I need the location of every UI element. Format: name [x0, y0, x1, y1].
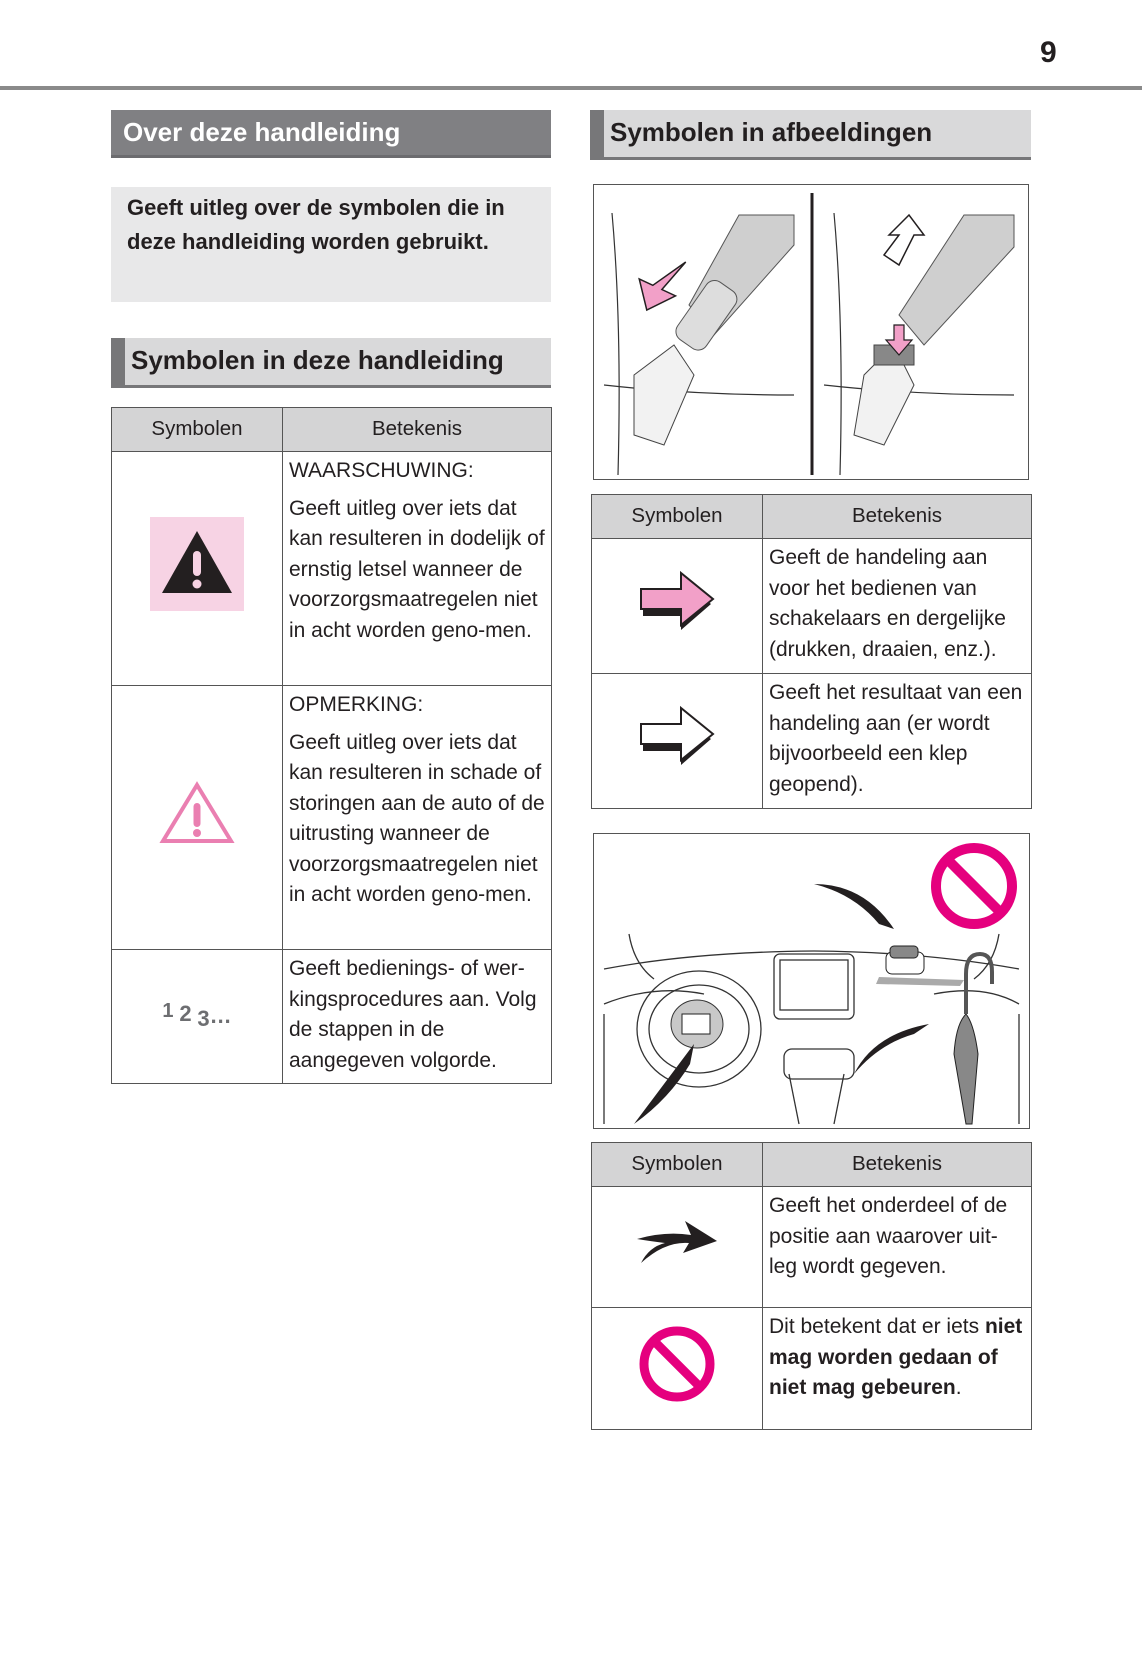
- meaning-cell: Geeft het onderdeel of de positie aan waarover uit-leg wordt gegeven.: [763, 1187, 1032, 1308]
- subsection-title: Symbolen in deze handleiding: [111, 338, 551, 388]
- table-header-row: [112, 408, 552, 452]
- column-header-meaning: Betekenis: [283, 408, 552, 452]
- illustration-arrows-table: [591, 494, 1032, 809]
- column-header-meaning: Betekenis: [763, 495, 1032, 539]
- symbol-cell: [112, 452, 283, 686]
- column-header-symbols: Symbolen: [592, 1143, 763, 1187]
- prohibited-text-bold: niet mag worden gedaan of niet mag gebeuren: [769, 1315, 1023, 1399]
- step-ellipsis: …: [209, 1002, 232, 1028]
- section-title-illustrations: Symbolen in afbeeldingen: [590, 110, 1031, 160]
- pink-action-arrow-icon: [637, 569, 717, 633]
- meaning-cell: Geeft het resultaat van een handeling aan (er wordt bijvoorbeeld een klep geopend).: [763, 674, 1032, 809]
- symbol-cell: [592, 539, 763, 674]
- prohibited-text-end: .: [955, 1376, 962, 1399]
- table-header-row: [592, 495, 1032, 539]
- table-row: [112, 950, 552, 1084]
- meaning-cell: Geeft bedienings- of wer-kingsprocedures aan. Volg de stappen in de aangegeven volgorde.: [283, 950, 552, 1084]
- table-header-row: [592, 1143, 1032, 1187]
- column-header-symbols: Symbolen: [592, 495, 763, 539]
- symbol-cell: [592, 1308, 763, 1430]
- meaning-cell: Geeft de handeling aan voor het bedienen van schakelaars en dergelijke (drukken, draaien, enz.).: [763, 539, 1032, 674]
- column-header-meaning: Betekenis: [763, 1143, 1032, 1187]
- symbols-table: [111, 407, 552, 1084]
- dashboard-illustration: [593, 833, 1030, 1129]
- symbol-cell: [592, 674, 763, 809]
- table-row: [592, 1308, 1032, 1430]
- page-number: 9: [1040, 36, 1057, 69]
- section-title: Over deze handleiding: [111, 110, 551, 158]
- notice-title: OPMERKING:: [289, 693, 424, 716]
- table-row: [592, 674, 1032, 809]
- symbol-cell: [592, 1187, 763, 1308]
- prohibited-icon: [638, 1325, 716, 1403]
- symbol-cell: [112, 950, 283, 1084]
- column-header-symbols: Symbolen: [112, 408, 283, 452]
- notice-text: Geeft uitleg over iets dat kan resulteren in schade of storingen aan de auto of de uitrusting wanneer de voorzorgsmaatregelen niet in acht worden geno-men.: [289, 730, 545, 906]
- header-rule: [0, 86, 1142, 90]
- meaning-cell: [283, 452, 552, 686]
- step-numbers-icon: [162, 999, 232, 1031]
- illustration-markers-table: [591, 1142, 1032, 1430]
- table-row: [112, 686, 552, 950]
- step-3: 3: [197, 1005, 210, 1031]
- step-2: 2: [179, 1000, 192, 1026]
- white-result-arrow-icon: [637, 704, 717, 768]
- caution-triangle-pink-icon: [159, 781, 235, 845]
- table-row: [592, 1187, 1032, 1308]
- warning-triangle-black-icon: [150, 517, 244, 611]
- step-1: 1: [162, 999, 174, 1022]
- intro-box: Geeft uitleg over de symbolen die in deze handleiding worden gebruikt.: [111, 187, 551, 302]
- meaning-cell: [283, 686, 552, 950]
- curved-pointer-arrow-icon: [635, 1217, 719, 1267]
- warning-title: WAARSCHUWING:: [289, 459, 474, 482]
- table-row: [592, 539, 1032, 674]
- prohibited-text: Dit betekent dat er iets: [769, 1315, 985, 1338]
- symbol-cell: [112, 686, 283, 950]
- meaning-cell: [763, 1308, 1032, 1430]
- seatbelt-illustration: [593, 184, 1029, 480]
- table-row: [112, 452, 552, 686]
- warning-text: Geeft uitleg over iets dat kan resulteren in dodelijk of ernstig letsel wanneer de voorzorgsmaatregelen niet in acht worden geno-men.: [289, 496, 545, 642]
